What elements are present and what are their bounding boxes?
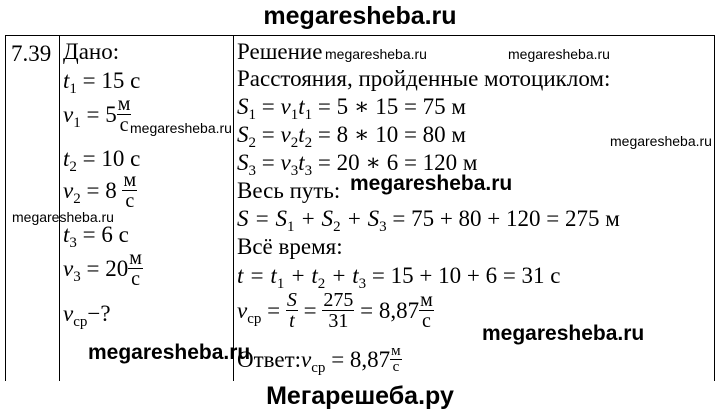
given-t2: $t_2 = 10$ с [63,146,141,175]
total-time-label: Всё время: [237,234,343,259]
equation-s3: $S_3 = v_3t_3 = 20$ ∗ 6 = 120 м [237,150,478,179]
table-border-right [714,36,715,381]
watermark: megaresheba.ru [12,209,114,225]
equation-average-speed: $v_{ср}$ = $\frac{S}{t}$ = $\frac{275}{31}$ = 8,87 $\frac{м}{с}$ [237,289,433,332]
solution-label: Решение [237,39,323,64]
given-label: Дано: [63,39,120,64]
total-path-label: Весь путь: [237,178,341,203]
problem-number: 7.39 [11,41,52,66]
site-footer: Мегарешеба.ру [266,382,454,410]
watermark: megaresheba.ru [130,120,232,136]
watermark: megaresheba.ru [88,341,251,364]
watermark: megaresheba.ru [325,46,427,62]
watermark: megaresheba.ru [610,133,712,149]
given-t1: $t_1 = 15$ с [63,68,141,97]
given-v1: $v_1 = 5$ $\frac{м}{с}$ [63,93,131,136]
table-border-left [5,36,6,381]
given-v2: $v_2 = 8$ $\frac{м}{с}$ [63,169,137,212]
site-header: megaresheba.ru [263,2,457,30]
equation-s1: $S_1 = v_1t_1 = 5$ ∗ 15 = 75 м [237,94,466,123]
answer-line: $Ответ:v_{ср} = 8,87$ $\frac{м}{с}$ [237,343,401,376]
equation-s2: $S_2 = v_2t_2 = 8$ ∗ 10 = 80 м [237,122,466,151]
watermark: megaresheba.ru [508,46,610,62]
given-v3: $v_3 = 20$ $\frac{м}{с}$ [63,247,142,290]
equation-total-path: $S = S_1 + S_2 + S_3 = 75 + 80 + 120 = 275$ м [237,206,620,235]
distances-label: Расстояния, пройденные мотоциклом: [237,66,611,91]
watermark: megaresheba.ru [350,172,513,195]
watermark: megaresheba.ru [482,322,645,345]
given-vcp: $v_{ср}-$? [63,301,111,330]
equation-total-time: $t = t_1 + t_2 + t_3 = 15 + 10 + 6 = 31$ с [237,263,561,292]
given-t3: $t_3 = 6$ с [63,222,129,251]
table-divider-2 [233,36,234,381]
